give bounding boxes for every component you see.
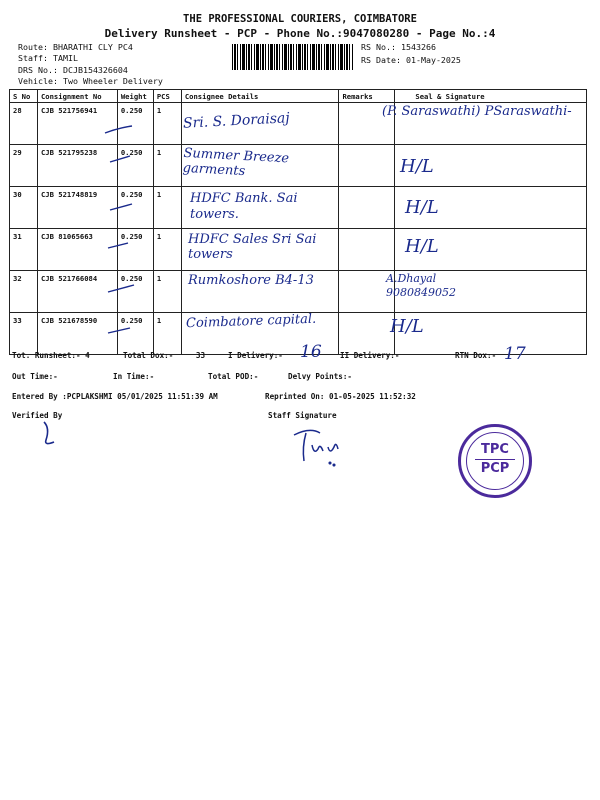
- pcs-cell: 1: [153, 271, 181, 313]
- company-name: THE PROFESSIONAL COURIERS, COIMBATORE: [183, 13, 417, 25]
- total-dox-value: 33: [195, 351, 206, 360]
- vehicle-label: Vehicle:: [18, 76, 58, 86]
- table-header-row: [10, 90, 587, 103]
- weight-cell: 0.250: [117, 187, 153, 229]
- rtn-dox-label: RTN Dox:-: [455, 351, 497, 360]
- total-dox-label: Total Dox:-: [123, 351, 174, 360]
- weight-cell: 0.250: [117, 313, 153, 355]
- sno-cell: 29: [10, 145, 38, 187]
- verified-by-label: Verified By: [12, 411, 63, 420]
- consignment-cell: CJB 521756941: [37, 103, 117, 145]
- consignee-handwriting-4: HDFC Sales Sri Sai towers: [188, 232, 317, 262]
- staff-line: [18, 53, 78, 63]
- barcode: [232, 44, 354, 70]
- consignee-handwriting-1: Sri. S. Doraisaj: [182, 110, 291, 132]
- staff-signature-label: Staff Signature: [268, 411, 337, 420]
- out-time-label: Out Time:-: [12, 372, 58, 381]
- tot-runsheet-label: Tot. Runsheet:-: [12, 351, 81, 360]
- in-time-label: In Time:-: [113, 372, 155, 381]
- consignee-handwriting-5: Rumkoshore B4-13: [188, 273, 314, 288]
- pcs-cell: 1: [153, 103, 181, 145]
- rtn-dox-value: 17: [504, 344, 526, 364]
- sno-cell: 33: [10, 313, 38, 355]
- i-delivery-value: 16: [300, 342, 322, 362]
- staff-signature: [290, 425, 350, 470]
- reprinted-on: Reprinted On: 01-05-2025 11:52:32: [265, 392, 416, 401]
- drs-label: DRS No.:: [18, 65, 58, 75]
- route-line: [18, 42, 133, 52]
- stamp-line-2: PCP: [480, 461, 510, 476]
- sno-cell: 30: [10, 187, 38, 229]
- sno-cell: 28: [10, 103, 38, 145]
- col-pcs: PCS: [153, 90, 181, 103]
- ii-delivery-label: II Delivery:-: [340, 351, 400, 360]
- entered-by: Entered By :PCPLAKSHMI 05/01/2025 11:51:39 AM: [12, 392, 218, 401]
- drs-line: [18, 65, 128, 75]
- weight-cell: 0.250: [117, 145, 153, 187]
- remarks-cell: [339, 313, 395, 355]
- signature-5: A.Dhayal 9080849052: [386, 272, 456, 299]
- rs-no-line: [361, 42, 436, 52]
- consignment-cell: CJB 81065663: [37, 229, 117, 271]
- drs-value: DCJB154326604: [62, 65, 128, 75]
- weight-cell: 0.250: [117, 229, 153, 271]
- pcs-cell: 1: [153, 187, 181, 229]
- rs-date-label: RS Date:: [361, 55, 401, 65]
- col-seal: Seal & Signature: [395, 90, 587, 103]
- signature-3: H/L: [405, 197, 439, 218]
- consignee-handwriting-6: Coimbatore capital.: [185, 311, 317, 332]
- consignee-handwriting-2: Summer Breeze garments: [182, 145, 290, 180]
- total-pod-label: Total POD:-: [208, 372, 259, 381]
- i-delivery-label: I Delivery:-: [228, 351, 283, 360]
- sno-cell: 32: [10, 271, 38, 313]
- staff-value: TAMIL: [52, 53, 78, 63]
- col-weight: Weight: [117, 90, 153, 103]
- rs-no-label: RS No.:: [361, 42, 396, 52]
- stamp-divider: [475, 459, 515, 460]
- pcs-cell: 1: [153, 145, 181, 187]
- remarks-cell: [339, 187, 395, 229]
- route-label: Route:: [18, 42, 48, 52]
- col-sno: S No: [10, 90, 38, 103]
- weight-cell: 0.250: [117, 271, 153, 313]
- weight-cell: 0.250: [117, 103, 153, 145]
- remarks-cell: [339, 145, 395, 187]
- signature-6: H/L: [390, 316, 424, 337]
- sno-cell: 31: [10, 229, 38, 271]
- col-consignment: Consignment No: [37, 90, 117, 103]
- consignment-cell: CJB 521678590: [37, 313, 117, 355]
- rs-date-line: [361, 55, 461, 65]
- signature-4: H/L: [405, 236, 439, 257]
- tot-runsheet-value: 4: [85, 351, 90, 360]
- stamp-line-1: TPC: [481, 442, 509, 457]
- total-dox: [123, 351, 205, 360]
- consignment-cell: CJB 521795238: [37, 145, 117, 187]
- pcs-cell: 1: [153, 313, 181, 355]
- verified-signature: [30, 418, 70, 448]
- col-consignee: Consignee Details: [181, 90, 339, 103]
- route-value: BHARATHI CLY PC4: [52, 42, 133, 52]
- consignee-handwriting-3: HDFC Bank. Sai towers.: [190, 191, 298, 222]
- signature-1: (P. Saraswathi) PSaraswathi-: [382, 104, 572, 119]
- col-remarks: Remarks: [339, 90, 395, 103]
- rs-date-value: 01-May-2025: [405, 55, 461, 65]
- company-stamp: [458, 424, 532, 498]
- vehicle-value: Two Wheeler Delivery: [62, 76, 163, 86]
- tick-marks: [100, 110, 140, 340]
- consignment-cell: CJB 521766084: [37, 271, 117, 313]
- pcs-cell: 1: [153, 229, 181, 271]
- delvy-points-label: Delvy Points:-: [288, 372, 353, 381]
- runsheet-title: Delivery Runsheet - PCP - Phone No.:9047080280 - Page No.:4: [104, 27, 496, 40]
- tot-runsheet: [12, 351, 90, 360]
- remarks-cell: [339, 229, 395, 271]
- consignment-cell: CJB 521748819: [37, 187, 117, 229]
- vehicle-line: [18, 76, 163, 86]
- rs-no-value: 1543266: [400, 42, 436, 52]
- signature-2: H/L: [400, 156, 434, 177]
- staff-label: Staff:: [18, 53, 48, 63]
